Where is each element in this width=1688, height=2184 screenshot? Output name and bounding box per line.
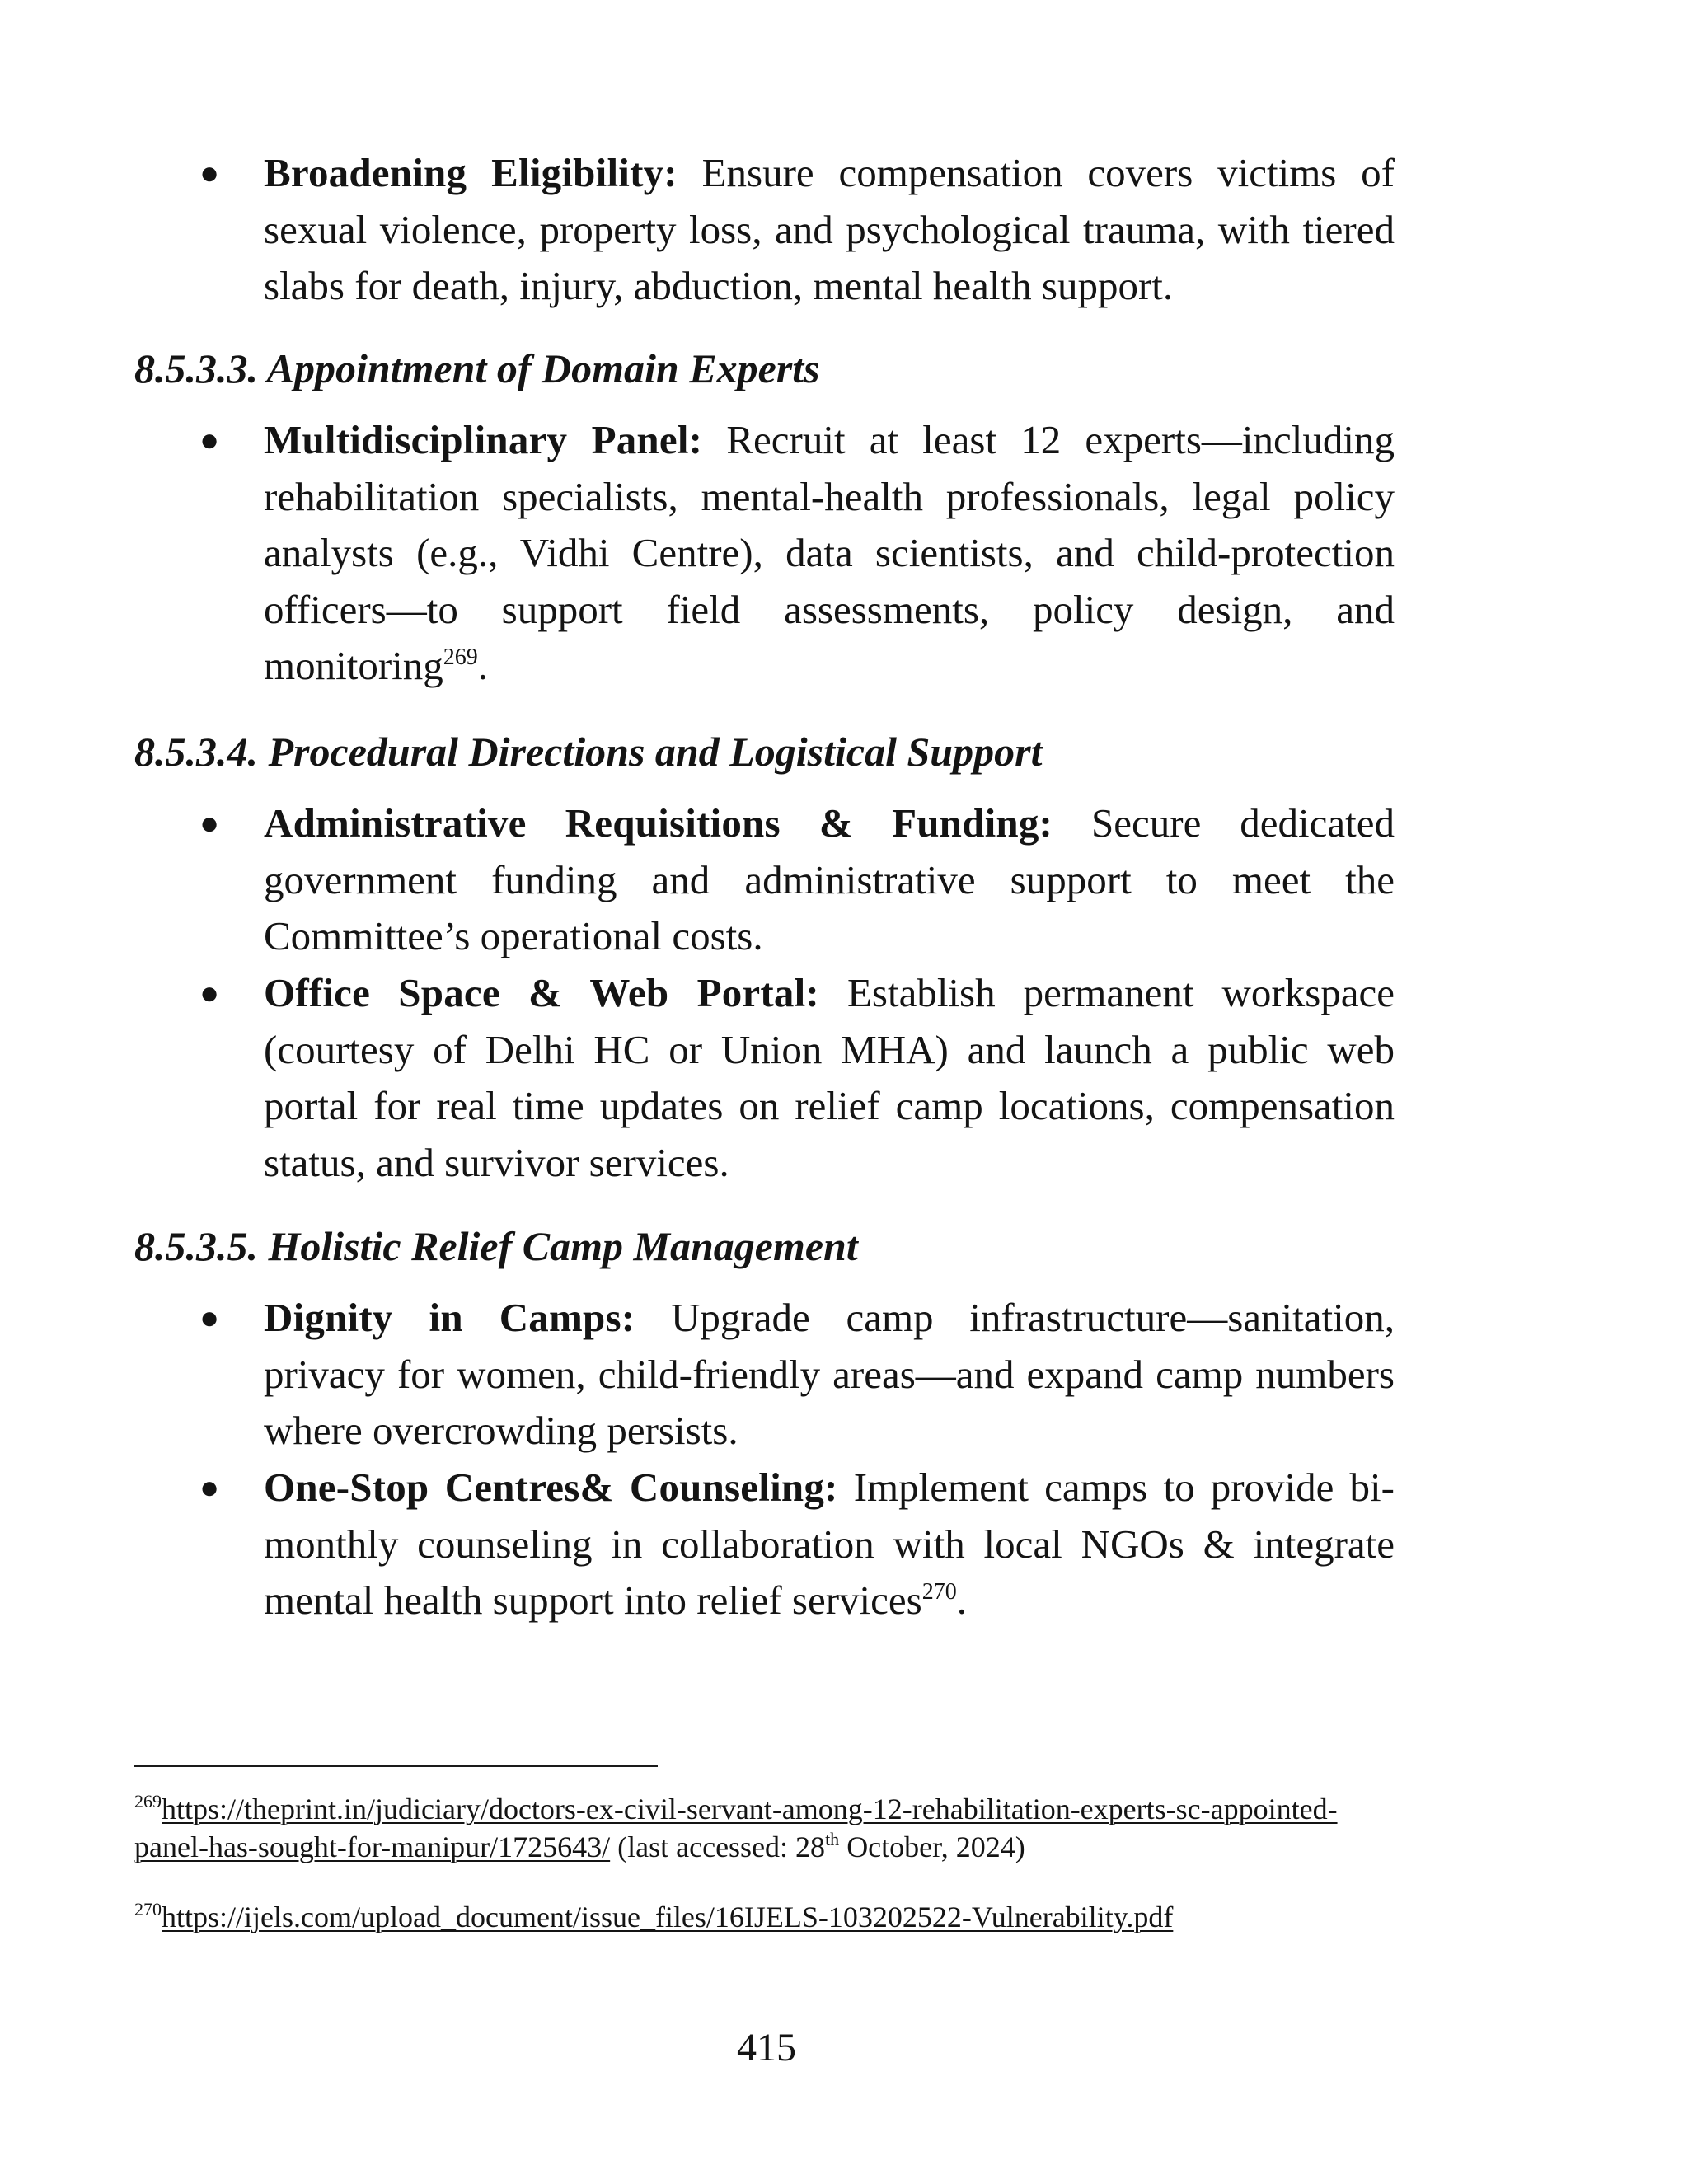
bullet-label: Office Space & Web Portal:	[264, 970, 819, 1015]
section-heading-relief-camp-management: 8.5.3.5. Holistic Relief Camp Management	[134, 1223, 858, 1269]
footnote-note-end: October, 2024)	[839, 1830, 1025, 1863]
footnote-number: 270	[134, 1899, 162, 1919]
bullet-text-tail: .	[477, 643, 489, 688]
footnote-note-sup: th	[825, 1829, 840, 1849]
bullet-one-stop-centres	[199, 1460, 1395, 1629]
bullet-dignity-in-camps	[199, 1290, 1395, 1460]
footnote-link[interactable]: https://ijels.com/upload_document/issue_files/16IJELS-103202522-Vulnerability.pdf	[162, 1900, 1174, 1933]
bullet-icon: ●	[199, 154, 220, 191]
bullet-text: Ensure compensation covers victims of sexual violence, property loss, and psychological trauma, with tiered slabs for death, injury, abduction, mental health support.	[264, 150, 1395, 308]
bullet-administrative-requisitions	[199, 795, 1395, 965]
bullet-text: Secure dedicated government funding and administrative support to meet the Committee’s operational costs.	[264, 800, 1395, 958]
bullet-icon: ●	[199, 804, 220, 841]
footnote-note: (last accessed: 28	[610, 1830, 826, 1863]
section-heading-domain-experts: 8.5.3.3. Appointment of Domain Experts	[134, 345, 820, 391]
footnote-reference[interactable]: 270	[921, 1579, 957, 1605]
bullet-icon: ●	[199, 974, 220, 1011]
bullet-text: Implement camps to provide bi-monthly counseling in collaboration with local NGOs & integrate mental health support into relief services	[264, 1465, 1395, 1623]
bullet-text-tail: .	[956, 1577, 967, 1623]
bullet-text: Recruit at least 12 experts—including rehabilitation specialists, mental-health professionals, legal policy analysts (e.g., Vidhi Centre), data scientists, and child-protection officers—to support field assessments, policy design, and monitoring	[264, 417, 1395, 688]
bullet-multidisciplinary-panel	[199, 412, 1395, 695]
footnote-reference[interactable]: 269	[443, 644, 478, 670]
bullet-text: Establish permanent workspace (courtesy of Delhi HC or Union MHA) and launch a public web portal for real time updates on relief camp locations, compensation status, and survivor services.	[264, 970, 1395, 1185]
footnote-269	[134, 1790, 1404, 1866]
footnote-link[interactable]: https://theprint.in/judiciary/doctors-ex-civil-servant-among-12-rehabilitation-experts-sc-appointed-panel-has-sought-for-manipur/1725643/	[134, 1793, 1338, 1863]
bullet-icon: ●	[199, 1299, 220, 1336]
bullet-office-space-web-portal	[199, 965, 1395, 1191]
bullet-label: One-Stop Centres& Counseling:	[264, 1465, 838, 1510]
page-number: 415	[737, 2026, 796, 2069]
footnote-270	[134, 1898, 1404, 1936]
bullet-label: Administrative Requisitions & Funding:	[264, 800, 1053, 846]
bullet-icon: ●	[199, 421, 220, 458]
footnote-number: 269	[134, 1791, 162, 1811]
bullet-label: Broadening Eligibility:	[264, 150, 678, 195]
bullet-icon: ●	[199, 1469, 220, 1506]
bullet-broadening-eligibility	[199, 145, 1395, 315]
bullet-text: Upgrade camp infrastructure—sanitation, privacy for women, child-friendly areas—and expand camp numbers where overcrowding persists.	[264, 1295, 1395, 1453]
footnote-separator	[134, 1765, 658, 1767]
section-heading-procedural-directions: 8.5.3.4. Procedural Directions and Logistical Support	[134, 729, 1043, 775]
bullet-label: Multidisciplinary Panel:	[264, 417, 703, 462]
bullet-label: Dignity in Camps:	[264, 1295, 635, 1340]
